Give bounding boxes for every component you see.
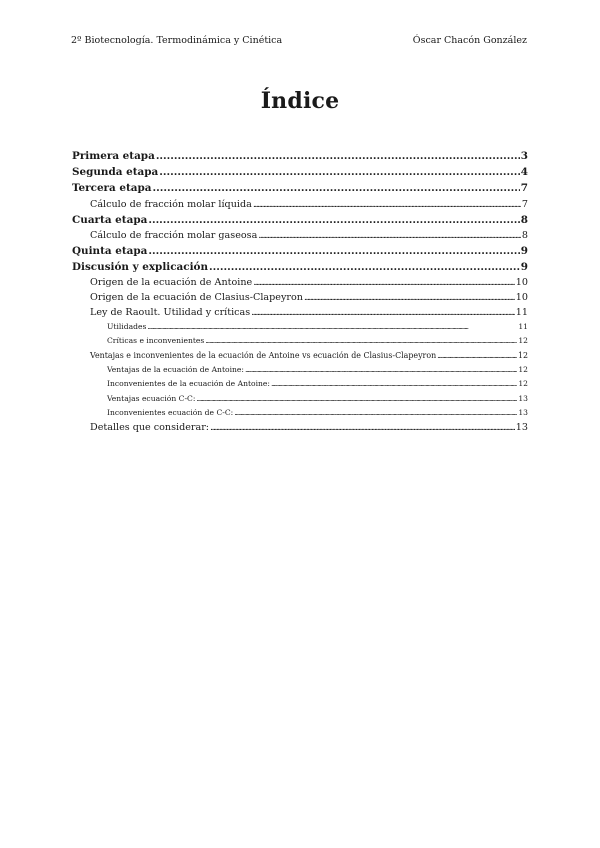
toc-entry[interactable]: [72, 363, 528, 377]
toc-leader-dots: [148, 212, 519, 228]
toc-entry-label: Críticas e inconvenientes: [107, 336, 205, 346]
toc-entry-page-number: 9: [520, 260, 528, 273]
toc-entry-label: Tercera etapa: [72, 182, 152, 195]
toc-leader-dots: [258, 228, 521, 243]
toc-entry-page-number: 8: [521, 229, 528, 241]
toc-entry[interactable]: [72, 164, 528, 180]
toc-entry-page-number: 11: [518, 322, 528, 332]
page-title: Índice: [260, 88, 340, 114]
toc-entry-label: Ley de Raoult. Utilidad y críticas: [90, 307, 251, 319]
toc-entry[interactable]: [72, 148, 528, 164]
toc-entry-page-number: 12: [518, 336, 528, 346]
toc-entry-label: Cuarta etapa: [72, 213, 148, 226]
toc-entry-label: Inconvenientes de la ecuación de Antoine:: [107, 379, 270, 389]
toc-entry[interactable]: [72, 406, 528, 420]
toc-leader-dots: [159, 164, 520, 180]
toc-entry[interactable]: [72, 392, 528, 406]
toc-leader-dots: [437, 349, 517, 364]
toc-entry-page-number: 3: [520, 150, 528, 162]
toc-entry-page-number: 8: [520, 213, 528, 226]
toc-leader-dots: [251, 305, 515, 320]
toc-leader-dots: [253, 197, 521, 212]
toc-leader-dots: [147, 320, 517, 334]
toc-entry-page-number: 12: [518, 365, 528, 375]
toc-entry-label: Cálculo de fracción molar gaseosa: [90, 229, 258, 241]
toc-leader-dots: [234, 406, 517, 420]
table-of-contents: [72, 148, 528, 435]
toc-entry[interactable]: [72, 243, 528, 259]
toc-entry-page-number: 7: [521, 198, 528, 210]
toc-leader-dots: [196, 392, 517, 406]
toc-entry-page-number: 10: [515, 277, 528, 289]
toc-entry-label: Cálculo de fracción molar líquida: [90, 198, 252, 210]
toc-leader-dots: [253, 275, 515, 290]
toc-leader-dots: [148, 243, 519, 259]
toc-entry[interactable]: [72, 212, 528, 228]
toc-leader-dots: [210, 420, 515, 435]
toc-entry-label: Origen de la ecuación de Clasius-Clapeyron: [90, 292, 303, 304]
header-course: 2º Biotecnología. Termodinámica y Cinética: [71, 35, 283, 46]
toc-entry[interactable]: [72, 275, 528, 290]
toc-entry[interactable]: [72, 180, 528, 196]
toc-leader-dots: [245, 363, 517, 377]
toc-entry[interactable]: [72, 259, 528, 275]
toc-entry-label: Primera etapa: [72, 150, 155, 162]
toc-leader-dots: [209, 259, 520, 275]
toc-leader-dots: [271, 377, 517, 391]
page-header: [71, 35, 527, 49]
toc-entry[interactable]: [72, 377, 528, 391]
toc-entry[interactable]: [72, 349, 528, 364]
toc-entry[interactable]: [72, 334, 528, 348]
toc-entry[interactable]: [72, 197, 528, 212]
toc-entry-label: Inconvenientes ecuación de C-C:: [107, 407, 234, 417]
toc-entry-label: Origen de la ecuación de Antoine: [90, 277, 253, 289]
toc-leader-dots: [153, 180, 520, 196]
header-author: Óscar Chacón González: [412, 35, 527, 46]
toc-entry-label: Utilidades: [107, 322, 147, 332]
toc-entry[interactable]: [72, 228, 528, 243]
toc-entry[interactable]: [72, 320, 528, 334]
toc-entry-page-number: 13: [515, 422, 528, 434]
toc-entry-page-number: 12: [517, 350, 528, 360]
toc-entry-page-number: 9: [520, 244, 528, 257]
toc-entry[interactable]: [72, 305, 528, 320]
toc-entry-page-number: 13: [518, 393, 528, 403]
toc-entry-page-number: 13: [518, 407, 528, 417]
toc-entry[interactable]: [72, 290, 528, 305]
toc-leader-dots: [304, 290, 515, 305]
toc-entry-page-number: 10: [515, 292, 528, 304]
toc-entry-label: Segunda etapa: [72, 166, 159, 179]
toc-entry-page-number: 7: [520, 182, 528, 195]
toc-entry-page-number: 12: [518, 379, 528, 389]
toc-leader-dots: [156, 148, 520, 164]
toc-entry-label: Ventajas ecuación C-C:: [107, 393, 196, 403]
toc-entry[interactable]: [72, 420, 528, 435]
toc-leader-dots: [205, 334, 517, 348]
toc-entry-label: Quinta etapa: [72, 244, 148, 257]
toc-entry-label: Ventajas de la ecuación de Antoine:: [107, 365, 244, 375]
toc-entry-label: Detalles que considerar:: [90, 422, 210, 434]
toc-entry-page-number: 11: [515, 307, 528, 319]
toc-entry-label: Discusión y explicación: [72, 260, 209, 273]
toc-entry-label: Ventajas e inconvenientes de la ecuación de Antoine vs ecuación de Clasius-Clapeyron: [90, 350, 437, 360]
toc-entry-page-number: 4: [520, 166, 528, 179]
